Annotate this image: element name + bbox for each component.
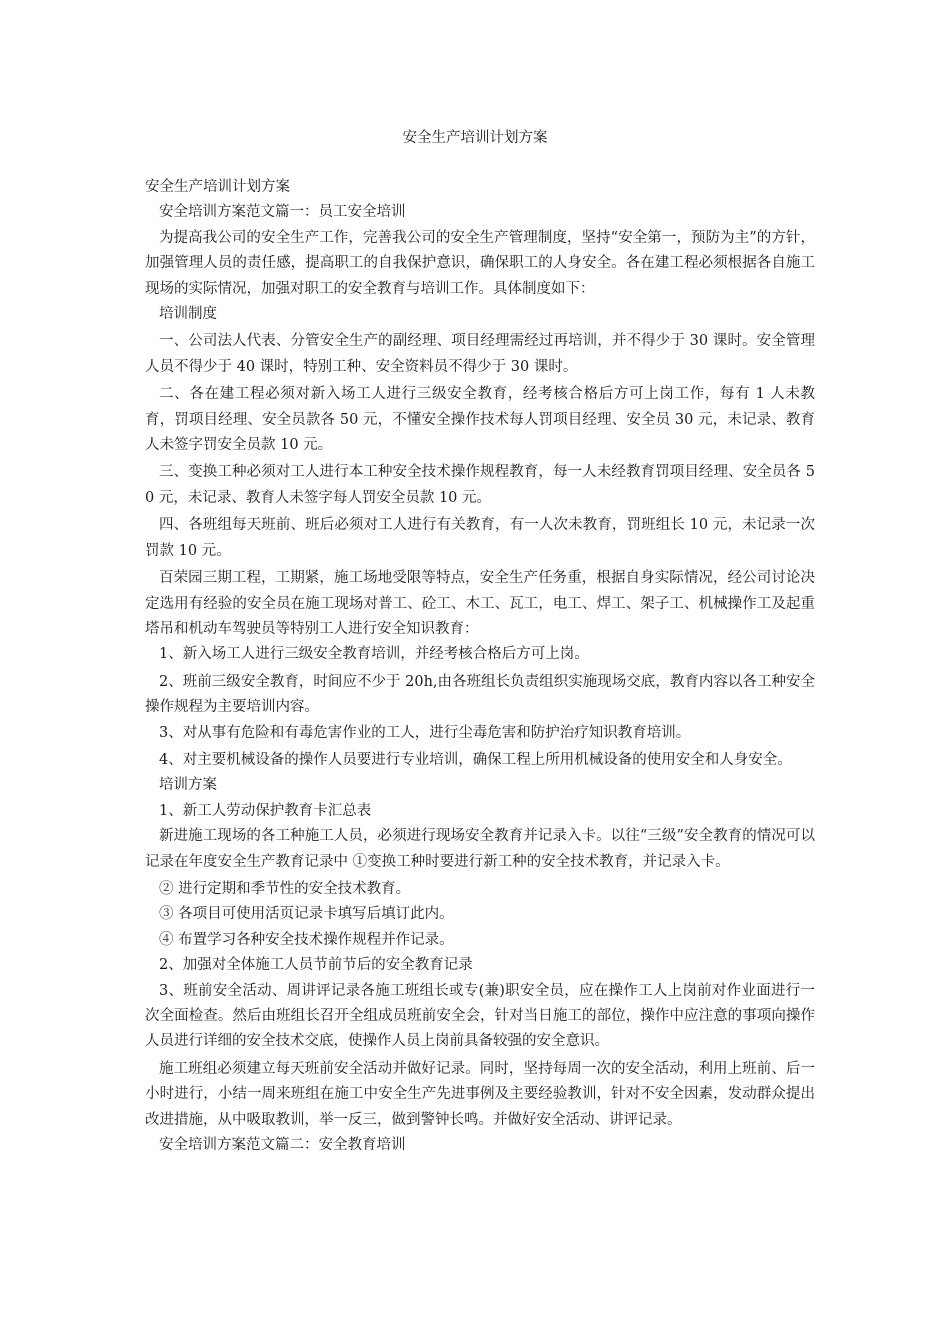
list-item: ③ 各项目可使用活页记录卡填写后填订此内。 <box>159 906 454 923</box>
subsection-heading: 安全培训方案范文篇二：安全教育培训 <box>159 1137 406 1154</box>
rule-paragraph: 二、各在建工程必须对新入场工人进行三级安全教育，经考核合格后方可上岗工作，每有 1 人未教育，罚项目经理、安全员款各 50 元，不懂安全操作技术每人罚项目经理、安全员 30 元，未记录、教育人未签字罚安全员款 10 元。 <box>145 386 815 454</box>
document-title: 安全生产培训计划方案 <box>402 130 548 146</box>
rule-paragraph: 三、变换工种必须对工人进行本工种安全技术操作规程教育，每一人未经教育罚项目经理、安全员各 50 元，未记录、教育人未签字每人罚安全员款 10 元。 <box>145 464 815 506</box>
body-paragraph: 新进施工现场的各工种施工人员，必须进行现场安全教育并记录入卡。以往“三级”安全教育的情况可以记录在年度安全生产教育记录中 ①变换工种时要进行新工种的安全技术教育，并记录入卡。 <box>145 828 815 870</box>
list-item: 3、班前安全活动、周讲评记录各施工班组长或专(兼)职安全员，应在操作工人上岗前对作业面进行一次全面检查。然后由班组长召开全组成员班前安全会，针对当日施工的部位，操作中应注意的事项向操作人员进行详细的安全技术交底，使操作人员上岗前具备较强的安全意识。 <box>145 982 815 1050</box>
rule-paragraph: 一、公司法人代表、分管安全生产的副经理、项目经理需经过再培训，并不得少于 30 课时。安全管理人员不得少于 40 课时，特别工种、安全资料员不得少于 30 课时。 <box>145 333 815 375</box>
list-item: 4、对主要机械设备的操作人员要进行专业培训，确保工程上所用机械设备的使用安全和人身安全。 <box>159 751 792 768</box>
section-heading: 安全生产培训计划方案 <box>145 179 290 195</box>
subsection-heading: 培训方案 <box>159 777 217 794</box>
document-body <box>145 175 815 1158</box>
subsection-heading: 安全培训方案范文篇一：员工安全培训 <box>159 204 406 221</box>
body-paragraph: 施工班组必须建立每天班前安全活动并做好记录。同时，坚持每周一次的安全活动，利用上班前、后一小时进行，小结一周来班组在施工中安全生产先进事例及主要经验教训，针对不安全因素，发动群众提出改进措施，从中吸取教训，举一反三，做到警钟长鸣。并做好安全活动、讲评记录。 <box>145 1060 815 1128</box>
rule-paragraph: 四、各班组每天班前、班后必须对工人进行有关教育，有一人次未教育，罚班组长 10 元，未记录一次罚款 10 元。 <box>145 517 815 559</box>
list-item: 2、班前三级安全教育，时间应不少于 20h,由各班组长负责组织实施现场交底，教育内容以各工种安全 操作规程为主要培训内容。 <box>145 673 815 716</box>
body-paragraph: 百荣园三期工程，工期紧，施工场地受限等特点，安全生产任务重，根据自身实际情况，经公司讨论决定选用有经验的安全员在施工现场对普工、砼工、木工、瓦工，电工、焊工、架子工、机械操作工及起重塔吊和机动车驾驶员等特别工人进行安全知识教育： <box>145 570 815 637</box>
list-item: ② 进行定期和季节性的安全技术教育。 <box>159 880 411 897</box>
intro-paragraph: 为提高我公司的安全生产工作，完善我公司的安全生产管理制度，坚持“安全第一，预防为主”的方针，加强管理人员的责任感，提高职工的自我保护意识，确保职工的人身安全。各在建工程必须根据各自施工现场的实际情况，加强对职工的安全教育与培训工作。具体制度如下： <box>145 229 815 297</box>
list-item: 1、新工人劳动保护教育卡汇总表 <box>159 802 372 819</box>
list-item: 1、新入场工人进行三级安全教育培训，并经考核合格后方可上岗。 <box>159 646 589 663</box>
list-item: 2、加强对全体施工人员节前节后的安全教育记录 <box>159 957 473 974</box>
list-item: ④ 布置学习各种安全技术操作规程并作记录。 <box>159 931 454 948</box>
subsection-heading: 培训制度 <box>159 306 217 323</box>
list-item: 3、对从事有危险和有毒危害作业的工人，进行尘毒危害和防护治疗知识教育培训。 <box>159 724 691 741</box>
